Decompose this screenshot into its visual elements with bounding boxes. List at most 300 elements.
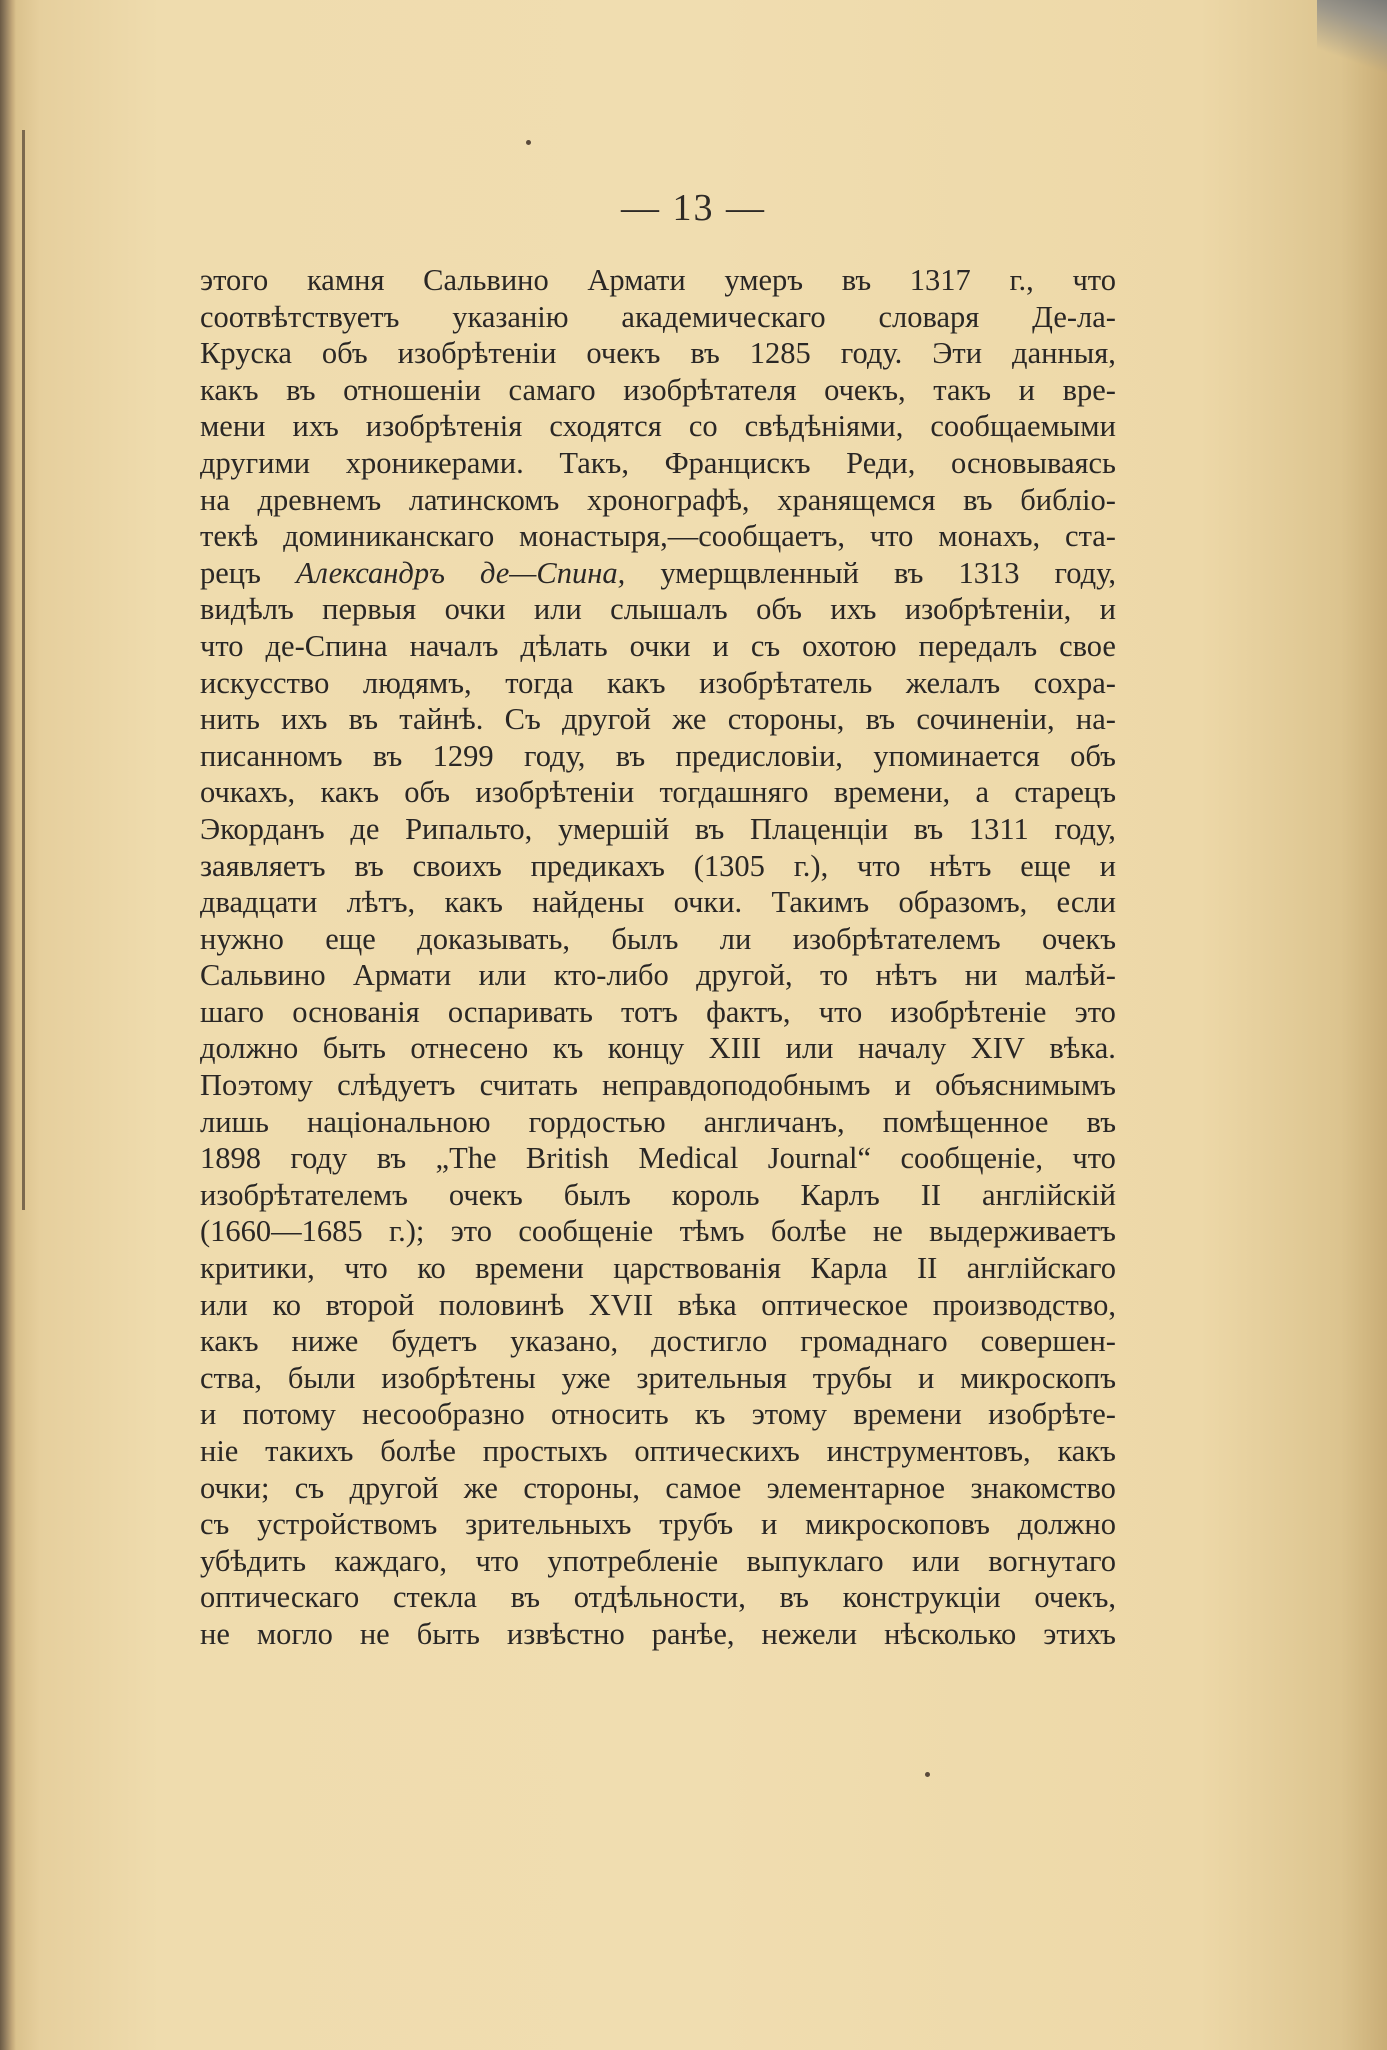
word: Такъ,	[559, 445, 629, 480]
word: считать	[479, 1068, 578, 1103]
word: къ	[694, 1397, 726, 1432]
text-line	[200, 482, 1116, 519]
word: же	[463, 1470, 498, 1505]
text-line	[200, 1067, 1116, 1104]
text-line	[200, 408, 1116, 445]
word: искусство	[200, 665, 330, 700]
word: въ	[615, 738, 646, 773]
word: изобрѣтеніи	[475, 775, 635, 810]
word: громаднаго	[800, 1324, 948, 1359]
word: гордостью	[528, 1104, 666, 1139]
word: ихъ	[281, 702, 328, 737]
word: король	[671, 1177, 760, 1212]
word: Реди,	[846, 445, 916, 480]
word: сообщаемыми	[930, 409, 1116, 444]
word: оптическихъ	[634, 1434, 800, 1468]
word: въ	[1086, 1104, 1116, 1139]
word: свое	[1059, 628, 1116, 663]
word: мени	[200, 409, 266, 444]
word: оптическое	[761, 1287, 909, 1322]
word: въ	[372, 738, 403, 773]
word: англійскій	[982, 1177, 1116, 1212]
word: сочиненіи,	[916, 702, 1055, 737]
word: найдены	[532, 885, 645, 920]
word: ніе	[200, 1434, 239, 1468]
word: выпуклаго	[746, 1543, 884, 1578]
word: де	[350, 811, 380, 846]
word: году,	[1054, 811, 1116, 846]
word: изобрѣтеніе	[890, 994, 1047, 1029]
word: Александръ	[295, 555, 445, 590]
word: очки	[629, 628, 691, 663]
word: такъ	[933, 372, 992, 407]
word: Такимъ	[771, 885, 870, 920]
word: основанія	[292, 994, 420, 1029]
word: ниже	[291, 1324, 359, 1359]
word: монастыря,—сообщаетъ,	[519, 519, 846, 554]
word: умерщвленный	[660, 555, 859, 590]
word: XVII	[588, 1287, 654, 1322]
word: тѣмъ	[679, 1214, 745, 1249]
word: микроскопъ	[960, 1360, 1116, 1395]
word: если	[1056, 885, 1116, 920]
word: зрительныя	[636, 1360, 787, 1395]
word: желалъ	[905, 665, 1001, 700]
word: сообщеніе,	[900, 1141, 1043, 1176]
word: стекла	[392, 1580, 477, 1615]
word: что	[200, 628, 244, 663]
word: году,	[1054, 555, 1116, 590]
word: 1311	[968, 811, 1029, 846]
word: изобрѣтателемъ	[200, 1177, 408, 1212]
word: указано,	[510, 1324, 619, 1359]
text-line	[200, 1250, 1116, 1287]
text-line	[200, 665, 1116, 702]
word: національною	[307, 1104, 491, 1139]
word: изобрѣтателемъ	[792, 921, 1001, 956]
word: кто-либо	[553, 958, 669, 993]
word: убѣдить	[200, 1543, 307, 1578]
text-line	[200, 1433, 1116, 1470]
word: и	[1099, 848, 1116, 883]
word: Францискъ	[664, 445, 811, 480]
word: ранѣе,	[651, 1616, 735, 1651]
word: малѣй-	[1024, 958, 1116, 993]
word: не	[200, 1616, 230, 1651]
word: изобрѣтатель	[699, 665, 873, 700]
word: англійскаго	[966, 1251, 1116, 1286]
word: 1317	[909, 263, 971, 297]
word: ни	[964, 958, 998, 993]
word: (1305	[693, 848, 765, 883]
word: въ	[348, 702, 379, 737]
word: или	[478, 958, 527, 993]
word: доминиканскаго	[283, 519, 495, 554]
word: Плаценціи	[749, 811, 889, 846]
word: писанномъ	[200, 738, 343, 773]
text-line	[200, 445, 1116, 482]
word: каждаго,	[334, 1543, 448, 1578]
word: критики,	[200, 1251, 315, 1286]
word: вре-	[1062, 372, 1116, 407]
word: производство,	[932, 1287, 1116, 1322]
ink-speck	[925, 1772, 930, 1777]
word: Армати	[352, 958, 452, 993]
word: какъ	[607, 665, 666, 700]
word: началу	[857, 1031, 947, 1066]
word: словаря	[878, 299, 980, 334]
word: изобрѣтенія	[365, 409, 523, 444]
word: Круска	[200, 336, 292, 371]
word: оспаривать	[447, 994, 593, 1029]
word: какъ	[320, 775, 379, 810]
word: въ	[690, 336, 720, 371]
word: „The	[435, 1141, 497, 1176]
text-line	[200, 262, 1116, 299]
word: British	[525, 1141, 609, 1176]
text-line	[200, 1030, 1116, 1067]
word: хранящемся	[777, 482, 936, 517]
word: тогдашняго	[659, 775, 809, 810]
word: какъ	[200, 1324, 259, 1359]
word: тогда	[505, 665, 574, 700]
word: въ	[841, 263, 872, 297]
word: какъ	[444, 885, 503, 920]
word: ко	[417, 1251, 446, 1286]
word: дѣлать	[520, 628, 608, 663]
word: и	[200, 1397, 217, 1432]
word: этихъ	[1043, 1616, 1116, 1651]
word: своихъ	[412, 848, 502, 883]
text-line	[200, 1543, 1116, 1580]
text-line	[200, 921, 1116, 958]
text-line	[200, 1104, 1116, 1141]
word: тайнѣ.	[399, 702, 484, 737]
word: уже	[561, 1360, 611, 1395]
word: или	[533, 592, 582, 627]
word: вѣка	[677, 1287, 737, 1322]
word: объ	[756, 592, 802, 627]
text-line	[200, 811, 1116, 848]
word: въ	[963, 482, 993, 517]
word: царствованія	[613, 1251, 782, 1286]
word: болѣе	[380, 1434, 456, 1468]
word: относить	[551, 1397, 669, 1432]
word: инструментовъ,	[826, 1434, 1031, 1468]
word: предисловіи,	[675, 738, 843, 773]
word: не	[359, 1616, 390, 1651]
word: что	[1072, 263, 1116, 297]
word: (1660—1685	[200, 1214, 363, 1249]
word: слышалъ	[610, 592, 728, 627]
text-line	[200, 1506, 1116, 1543]
word: элементарное	[766, 1470, 946, 1505]
word: доказывать,	[417, 921, 570, 956]
word: и	[712, 628, 729, 663]
word: лишь	[200, 1104, 269, 1139]
word: нѣсколько	[884, 1616, 1017, 1651]
page-number: — 13 —	[621, 187, 766, 229]
word: оптическаго	[200, 1580, 360, 1615]
word: 1313	[958, 555, 1020, 590]
word: объ	[1070, 738, 1116, 773]
text-line	[200, 518, 1116, 555]
word: очки;	[200, 1470, 270, 1505]
word: умеръ	[724, 263, 804, 297]
word: и	[894, 1068, 911, 1103]
word: этого	[200, 263, 269, 297]
word: должно	[1017, 1507, 1116, 1542]
word: что	[344, 1251, 388, 1286]
word: половинѣ	[438, 1287, 565, 1322]
word: въ	[779, 1580, 809, 1615]
word: ста-	[1065, 519, 1116, 554]
word: что	[1072, 1141, 1116, 1176]
word: совершен-	[980, 1324, 1116, 1359]
text-line	[200, 1396, 1116, 1433]
word: началъ	[409, 628, 499, 663]
binding-edge	[0, 0, 16, 2050]
word: Армати	[587, 263, 686, 297]
text-line	[200, 1213, 1116, 1250]
word: охотою	[802, 628, 897, 663]
word: на	[200, 482, 230, 517]
word: ихъ	[830, 592, 877, 627]
word: знакомство	[970, 1470, 1116, 1505]
word: ства,	[200, 1360, 263, 1395]
word: старецъ	[1014, 775, 1116, 810]
word: съ	[200, 1507, 230, 1542]
word: Сальвино	[423, 263, 549, 297]
word: второй	[325, 1287, 415, 1322]
word: академическаго	[621, 299, 826, 334]
word: году	[290, 1141, 348, 1176]
word: нежели	[761, 1616, 858, 1651]
word: II	[920, 1177, 942, 1212]
word: тотъ	[621, 994, 678, 1029]
word: лѣтъ,	[346, 885, 416, 920]
word: что	[857, 848, 901, 883]
word: а	[975, 775, 989, 810]
word: и	[760, 1507, 778, 1542]
word: объяснимымъ	[935, 1068, 1116, 1103]
page-corner-shadow	[1317, 0, 1387, 140]
word: болѣе	[770, 1214, 847, 1249]
word: устройствомъ	[257, 1507, 438, 1542]
word: что	[818, 994, 863, 1029]
word: въ	[694, 811, 725, 846]
word: упоминается	[873, 738, 1040, 773]
word: латинскомъ	[408, 482, 560, 517]
word: то	[819, 958, 849, 993]
word: ко	[272, 1287, 302, 1322]
word: нѣтъ	[929, 848, 992, 883]
word: простыхъ	[482, 1434, 608, 1468]
word: Поэтому	[200, 1068, 313, 1103]
word: въ	[354, 848, 384, 883]
word: предикахъ	[530, 848, 665, 883]
text-line	[200, 994, 1116, 1031]
word: и	[1099, 592, 1116, 627]
word: или	[911, 1543, 960, 1578]
word: указанію	[452, 299, 569, 334]
word: со	[688, 409, 718, 444]
word: неправдоподобнымъ	[602, 1068, 871, 1103]
word: же	[672, 702, 707, 737]
word: Карла	[810, 1251, 888, 1286]
word: это	[450, 1214, 492, 1249]
word: передалъ	[918, 628, 1038, 663]
word: на-	[1075, 702, 1116, 737]
word: отношеніи	[343, 372, 481, 407]
word: вѣка.	[1049, 1031, 1116, 1066]
word: должно	[200, 1031, 299, 1066]
word: еще	[1020, 848, 1071, 883]
word: этому	[751, 1397, 827, 1432]
word: въ	[510, 1580, 541, 1615]
word: Съ	[504, 702, 541, 737]
word: употребленіе	[547, 1543, 719, 1578]
text-line	[200, 1140, 1116, 1177]
word: объ	[404, 775, 451, 810]
word: времени	[475, 1251, 584, 1286]
word: очкахъ,	[200, 775, 296, 810]
word: рецъ	[200, 555, 261, 590]
word: очекъ	[1042, 921, 1116, 956]
word: очки	[444, 592, 506, 627]
word: текѣ	[200, 519, 259, 554]
text-line	[200, 591, 1116, 628]
binding-crease	[22, 130, 25, 1210]
word: конструкціи	[842, 1580, 1001, 1615]
word: изобрѣтеніи,	[904, 592, 1072, 627]
word: извѣстно	[506, 1616, 625, 1651]
word: несообразно	[362, 1397, 525, 1432]
word: не	[872, 1214, 903, 1249]
text-line	[200, 701, 1116, 738]
text-line	[200, 884, 1116, 921]
text-line	[200, 1323, 1116, 1360]
word: сходятся	[549, 409, 662, 444]
word: людямъ,	[362, 665, 472, 700]
word: слѣдуетъ	[337, 1068, 456, 1103]
word: англичанъ,	[703, 1104, 845, 1139]
word: монахъ,	[938, 519, 1041, 554]
word: видѣлъ	[200, 592, 294, 627]
word: хроникерами.	[345, 445, 524, 480]
word: въ	[286, 372, 316, 407]
text-line	[200, 1470, 1116, 1507]
word: умершій	[557, 811, 670, 846]
word: времени	[853, 1397, 962, 1432]
word: другой,	[696, 958, 793, 993]
word: помѣщенное	[882, 1104, 1049, 1139]
word: г.),	[793, 848, 829, 883]
word: времени,	[833, 775, 951, 810]
word: выдерживаетъ	[929, 1214, 1116, 1249]
word: библіо-	[1020, 482, 1116, 517]
word: 1285	[749, 336, 811, 371]
word: 1299	[432, 738, 494, 773]
word: изобрѣтеніи	[397, 336, 557, 371]
word: сохра-	[1033, 665, 1116, 700]
ink-speck	[526, 140, 531, 145]
word: г.);	[389, 1214, 425, 1249]
word: очекъ	[586, 336, 661, 371]
word: стороны,	[523, 1470, 640, 1505]
word: очекъ	[448, 1177, 523, 1212]
word: и	[917, 1360, 935, 1395]
word: микроскоповъ	[805, 1507, 990, 1542]
word: самое	[665, 1470, 742, 1505]
word: XIII	[708, 1031, 762, 1066]
word: основываясь	[950, 445, 1116, 480]
word: отнесено	[410, 1031, 529, 1066]
word: г.,	[1009, 263, 1034, 297]
word: нить	[200, 702, 260, 737]
body-text	[200, 262, 1116, 1653]
word: XIV	[970, 1031, 1025, 1066]
word: нужно	[200, 921, 284, 956]
word: достигло	[651, 1324, 768, 1359]
word: соотвѣтствуетъ	[200, 299, 400, 334]
word: Medical	[638, 1141, 739, 1176]
word: вогнутаго	[988, 1543, 1116, 1578]
word: очекъ,	[824, 372, 906, 407]
text-line	[200, 1177, 1116, 1214]
word: это	[1074, 994, 1116, 1029]
word: въ	[865, 702, 896, 737]
word: трубъ	[659, 1507, 734, 1542]
word: были	[287, 1360, 356, 1395]
word: Сальвино	[200, 958, 326, 993]
word: былъ	[611, 921, 679, 956]
word: нѣтъ	[875, 958, 938, 993]
word: изобрѣтены	[381, 1360, 536, 1395]
word: ихъ	[292, 409, 339, 444]
word: другой	[562, 702, 651, 737]
word: отдѣльности,	[573, 1580, 746, 1615]
text-line	[200, 335, 1116, 372]
text-line	[200, 1360, 1116, 1397]
word: Эти	[932, 336, 983, 371]
word: стороны,	[727, 702, 845, 737]
word: къ	[552, 1031, 584, 1066]
word: году.	[840, 336, 903, 371]
word: съ	[750, 628, 781, 663]
text-line	[200, 372, 1116, 409]
word: фактъ,	[706, 994, 791, 1029]
word: могло	[256, 1616, 333, 1651]
word: двадцати	[200, 885, 318, 920]
word: объ	[321, 336, 368, 371]
word: и	[1018, 372, 1035, 407]
word: хронографѣ,	[586, 482, 750, 517]
word: такихъ	[265, 1434, 354, 1468]
word: въ	[376, 1141, 407, 1176]
word: де-Спина	[265, 628, 388, 663]
text-line	[200, 1579, 1116, 1616]
word: концу	[607, 1031, 685, 1066]
word: трубы	[812, 1360, 893, 1395]
word: свѣдѣніями,	[744, 409, 904, 444]
word: самаго	[508, 372, 596, 407]
word: очки.	[673, 885, 743, 920]
text-line	[200, 848, 1116, 885]
word: данныя,	[1012, 336, 1116, 371]
text-line	[200, 1287, 1116, 1324]
word: еще	[325, 921, 376, 956]
